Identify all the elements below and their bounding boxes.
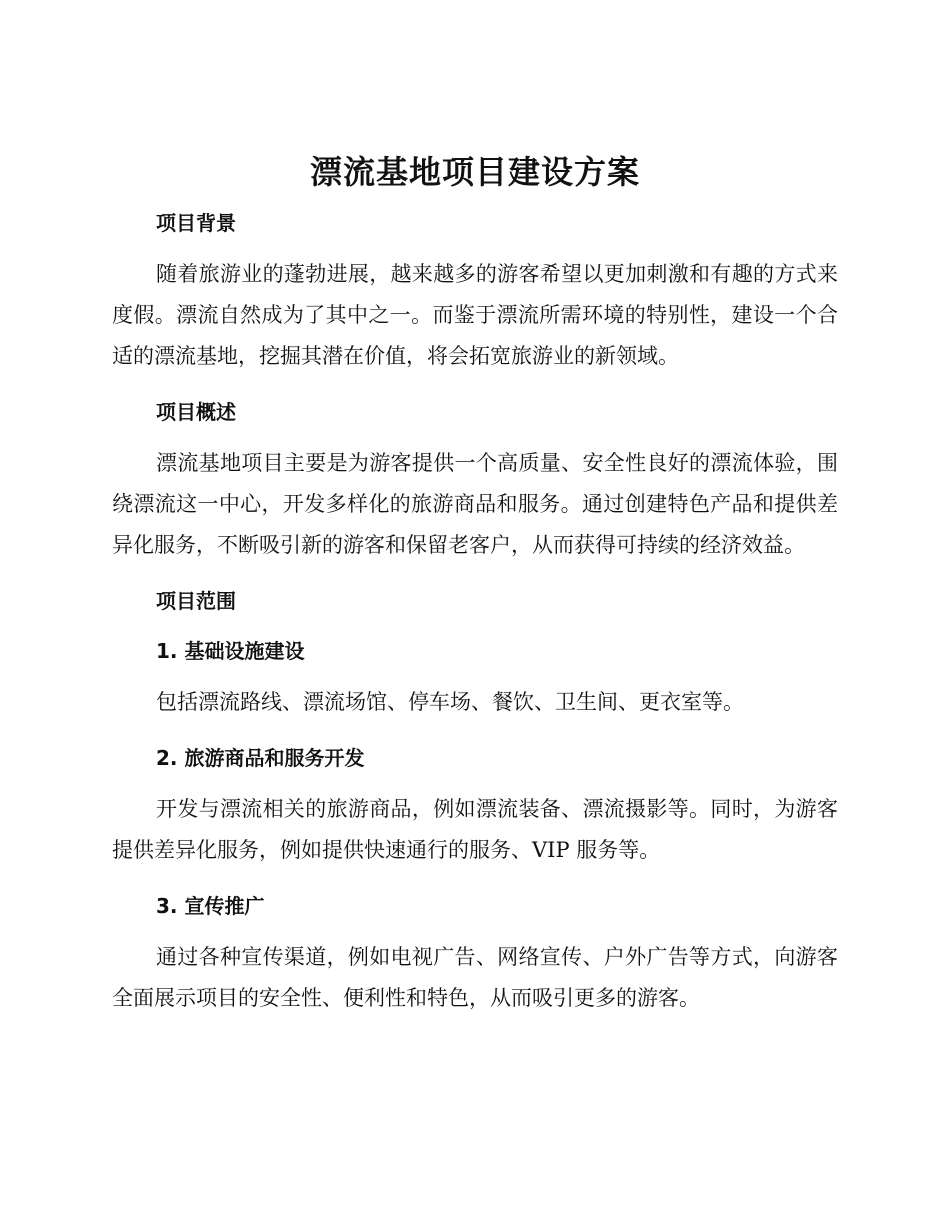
subsection-paragraph-products-services: 开发与漂流相关的旅游商品，例如漂流装备、漂流摄影等。同时，为游客提供差异化服务，例如提供快速通行的服务、VIP 服务等。 [112, 797, 838, 862]
section-paragraph-background: 随着旅游业的蓬勃进展，越来越多的游客希望以更加刺激和有趣的方式来度假。漂流自然成为了其中之一。而鉴于漂流所需环境的特别性，建设一个合适的漂流基地，挖掘其潜在价值，将会拓宽旅游业的新领域。 [112, 262, 838, 368]
subsection-paragraph-promotion: 通过各种宣传渠道，例如电视广告、网络宣传、户外广告等方式，向游客全面展示项目的安全性、便利性和特色，从而吸引更多的游客。 [112, 945, 838, 1010]
subsection-heading-promotion: 3. 宣传推广 [156, 894, 265, 918]
document-title: 漂流基地项目建设方案 [309, 153, 640, 191]
section-heading-background: 项目背景 [156, 211, 236, 235]
section-paragraph-overview: 漂流基地项目主要是为游客提供一个高质量、安全性良好的漂流体验，围绕漂流这一中心，开发多样化的旅游商品和服务。通过创建特色产品和提供差异化服务，不断吸引新的游客和保留老客户，从而获得可持续的经济效益。 [112, 451, 838, 557]
section-heading-overview: 项目概述 [156, 400, 236, 424]
section-heading-scope: 项目范围 [156, 589, 236, 613]
subsection-paragraph-infrastructure: 包括漂流路线、漂流场馆、停车场、餐饮、卫生间、更衣室等。 [156, 690, 744, 714]
subsection-heading-products-services: 2. 旅游商品和服务开发 [156, 746, 365, 770]
subsection-heading-infrastructure: 1. 基础设施建设 [156, 639, 305, 663]
